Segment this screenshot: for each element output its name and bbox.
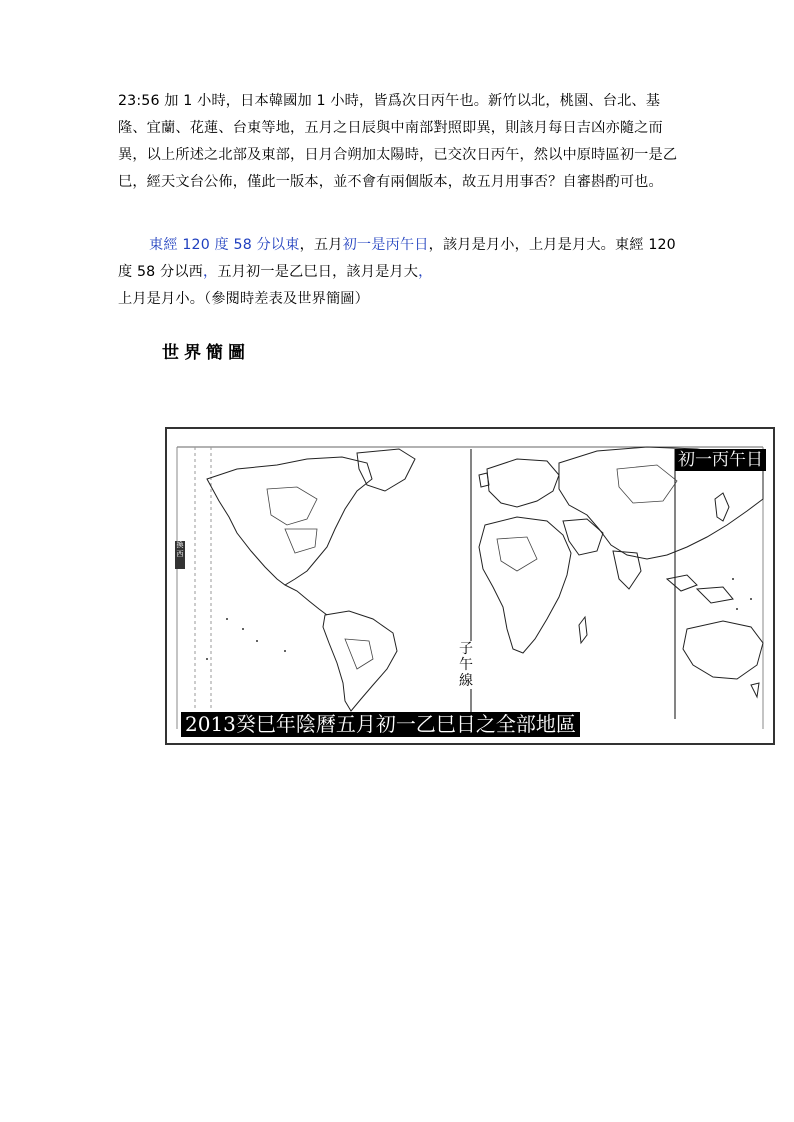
east-longitude-text: 東經 120 度 58 分以東 [149,237,300,253]
world-map-figure [165,427,775,745]
bingwu-region-label: 初一丙午日 [675,449,766,471]
section-heading: 世界簡圖 [162,343,250,363]
para2-text-4: 上月是月小。（參閱時差表及世界簡圖） [118,291,369,307]
para2-text-2: ，該月是月小，上月是月大。東經 120 度 58 分以西 [118,237,676,280]
day-bingwu-text: 初一是丙午日 [342,237,429,253]
paragraph-longitude [118,232,683,313]
day-yisi-text: 五月初一是乙巳日 [217,264,333,280]
west-tag: 換西 [175,541,185,569]
para2-comma-2: ， [418,264,433,280]
paragraph-intro: 23:56 加 1 小時，日本韓國加 1 小時，皆爲次日丙午也。新竹以北，桃園、台北、基隆、宜蘭、花蓮、台東等地，五月之日辰與中南部對照即異，則該月每日吉凶亦隨之而異，以上所述之北部及東部，日月合朔加太陽時，已交次日丙午，然以中原時區初一是乙巳，經天文台公佈，僅此一版本，並不會有兩個版本，故五月用事否？自審斟酌可也。 [118,93,678,190]
meridian-label: 子午線 [456,641,476,689]
world-map-outline [167,429,773,743]
para2-text-3: ，該月是月大 [332,264,419,280]
map-caption: 2013癸巳年陰曆五月初一乙巳日之全部地區 [181,712,580,737]
para2-text-1: ，五月 [299,237,343,253]
para2-comma-1: ， [203,264,218,280]
